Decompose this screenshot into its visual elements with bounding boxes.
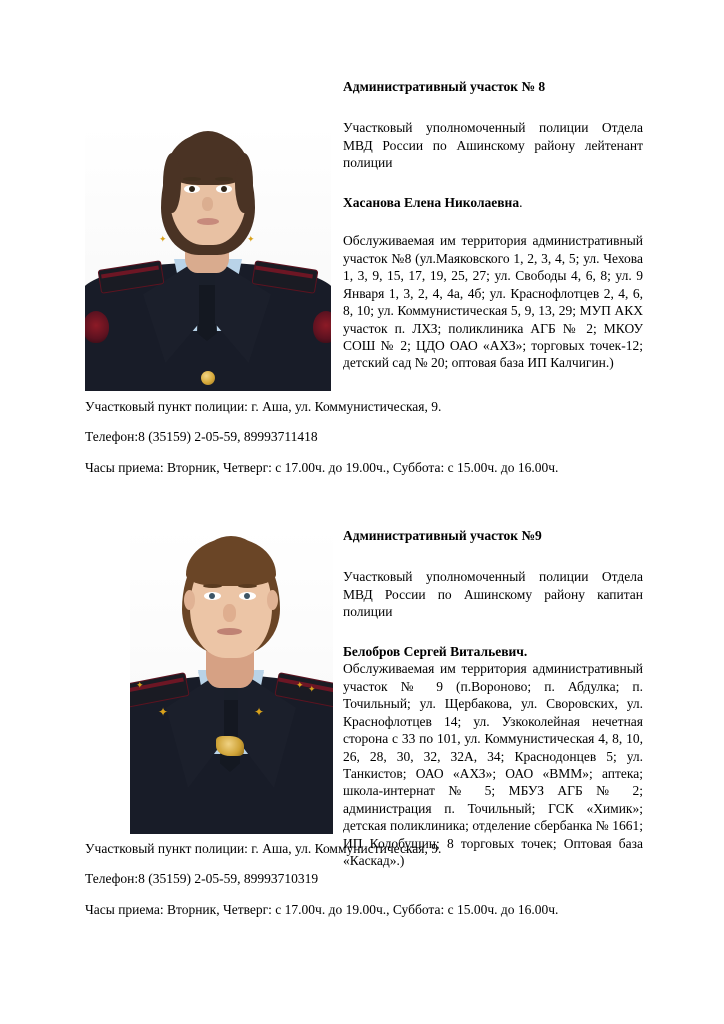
section-2-territory: Обслуживаемая им территория административный участок № 9 (п.Вороново; п. Абдулка; п. Точильный; ул. Щербакова, ул. Своровских, ул. Краснофлотцев 14; ул. Узкоколейная нечетная сторона с 33 по 101, ул. Коммунистическая 4, 8, 10, 26, 28, 30, 32, 32А, 34; Краснодонцев 5; ул. Танкистов; ОАО «АХЗ»; ОАО «ВММ»; аптека; школа-интернат № 5; МБУЗ АГБ № 2; администрация п. Точильный; ГСК «Химик»; детская поликлиника; отделение сбербанка № 1661; ИП Колобушин; 8 торговых точек; Оптовая база «Каскад».)	[343, 661, 643, 869]
officer-name-text: Белобров Сергей Витальевич.	[343, 643, 528, 659]
section-1-hours: Часы приема: Вторник, Четверг: с 17.00ч. до 19.00ч., Суббота: с 15.00ч. до 16.00ч.	[85, 459, 559, 475]
portrait-brow-left	[203, 584, 222, 588]
section-2-intro: Участковый уполномоченный полиции Отдела МВД России по Ашинскому району капитан полиции	[343, 569, 643, 620]
section-1-phone: Телефон:8 (35159) 2-05-59, 89993711418	[85, 429, 318, 445]
section-1-office: Участковый пункт полиции: г. Аша, ул. Коммунистическая, 9.	[85, 399, 442, 414]
portrait-pupil-right	[244, 593, 250, 599]
section-2-text-column	[343, 527, 643, 870]
portrait-nose	[223, 604, 236, 622]
portrait-brow-right	[238, 584, 257, 588]
section-2-header: Административный участок №9	[343, 528, 542, 543]
section-2-hours: Часы приема: Вторник, Четверг: с 17.00ч. до 19.00ч., Суббота: с 15.00ч. до 16.00ч.	[85, 901, 559, 917]
section-2-footer	[85, 840, 685, 918]
section-1-territory: Обслуживаемая им территория административный участок №8 (ул.Маяковского 1, 2, 3, 4, 5; ул. Чехова 1, 3, 9, 15, 17, 19, 25, 27; ул. Свободы 4, 6, 8; ул. 9 Января 1, 3, 2, 4, 4а, 4б; ул. Краснофлотцев 2, 4, 6, 8, 10; ул. Коммунистическая 5, 9, 13, 29; МУП АКХ участок п. ЛХЗ; поликлиника АГБ № 2; МКОУ СОШ № 2; ЦДО ОАО «АХЗ»; торговых точек-12; детский сад № 20; оптовая база ИП Калчигин.)	[343, 233, 643, 371]
section-2-office: Участковый пункт полиции: г. Аша, ул. Коммунистическая, 9.	[85, 841, 442, 856]
section-2-officer-name	[343, 643, 643, 660]
portrait-male-officer	[130, 528, 333, 834]
section-1-intro: Участковый уполномоченный полиции Отдела МВД России по Ашинскому району лейтенант полиции	[343, 120, 643, 171]
officer-photo-2	[130, 528, 333, 834]
portrait-ear-left	[184, 590, 195, 610]
collar-insignia-left-icon: ✦	[158, 705, 169, 719]
shoulder-star-right-icon: ✦	[296, 680, 304, 690]
collar-insignia-left-icon: ✦	[159, 234, 167, 244]
portrait-ear-right	[267, 590, 278, 610]
shoulder-star-right-icon-2: ✦	[308, 684, 316, 694]
portrait-mouth	[217, 628, 242, 635]
portrait-pupil-left	[209, 593, 215, 599]
chest-badge-icon	[216, 736, 244, 756]
section-1-header: Административный участок № 8	[343, 79, 546, 94]
officer-name-punct: .	[519, 194, 523, 210]
shoulder-star-left-icon: ✦	[136, 680, 144, 690]
collar-insignia-right-icon: ✦	[254, 705, 265, 719]
officer-name-text: Хасанова Елена Николаевна	[343, 194, 520, 210]
section-2-phone: Телефон:8 (35159) 2-05-59, 89993710319	[85, 871, 319, 887]
collar-insignia-right-icon: ✦	[247, 234, 255, 244]
